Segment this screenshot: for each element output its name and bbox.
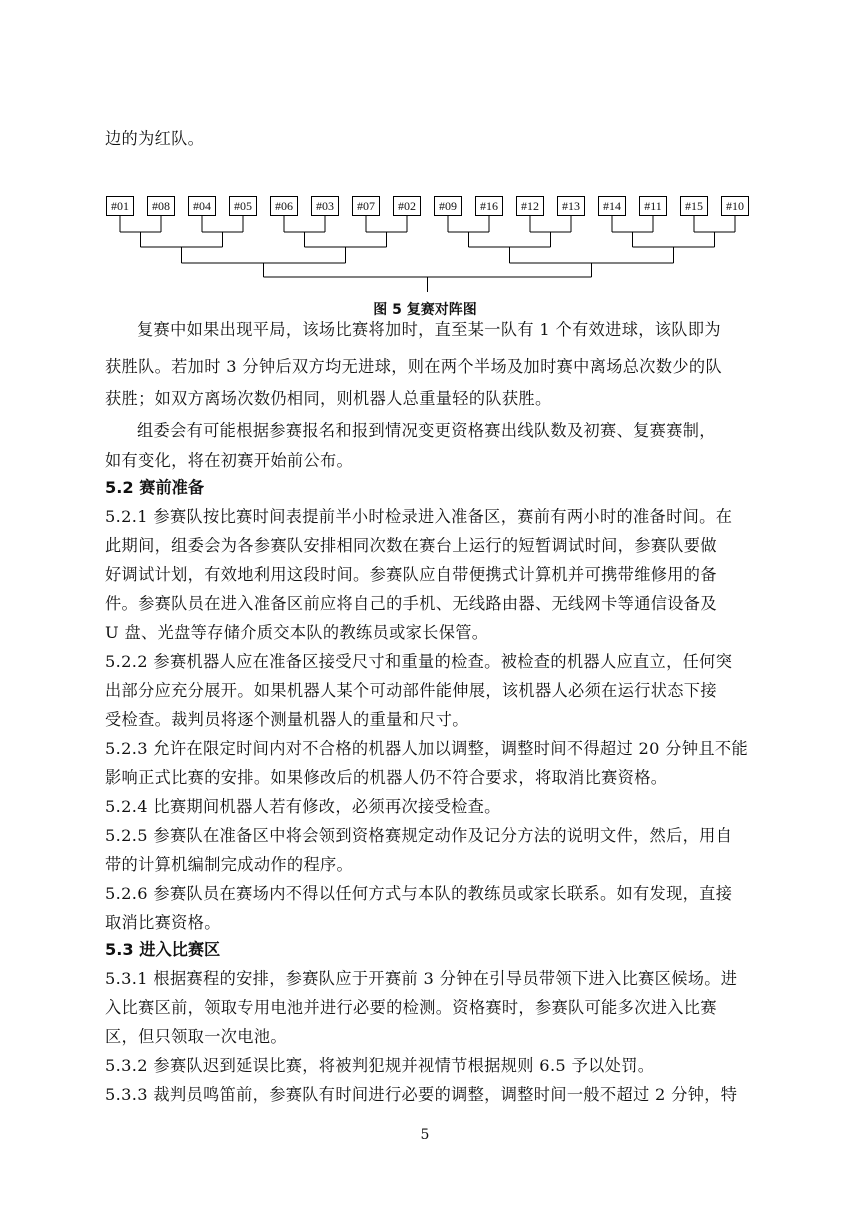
team-box: #12	[516, 196, 544, 216]
paragraph-line: 好调试计划，有效地利用这段时间。参赛队应自带便携式计算机并可携带维修用的备	[105, 565, 717, 584]
team-box: #16	[475, 196, 503, 216]
paragraph-line: 影响正式比赛的安排。如果修改后的机器人仍不符合要求，将取消比赛资格。	[105, 768, 668, 787]
team-box: #15	[680, 196, 708, 216]
paragraph-line: 带的计算机编制完成动作的程序。	[105, 855, 354, 874]
paragraph-line: 如有变化，将在初赛开始前公布。	[105, 451, 354, 470]
team-box: #02	[393, 196, 421, 216]
paragraph-line: 出部分应充分展开。如果机器人某个可动部件能伸展，该机器人必须在运行状态下接	[105, 681, 717, 700]
team-box: #04	[188, 196, 216, 216]
section-heading: 5.2 赛前准备	[105, 478, 205, 497]
paragraph-line: 5.3.3 裁判员鸣笛前，参赛队有时间进行必要的调整，调整时间一般不超过 2 分钟，特	[105, 1085, 738, 1104]
paragraph-line: U 盘、光盘等存储介质交本队的教练员或家长保管。	[105, 623, 489, 642]
intro-text: 边的为红队。	[105, 129, 205, 148]
paragraph-line: 5.2.5 参赛队在准备区中将会领到资格赛规定动作及记分方法的说明文件，然后，用自	[105, 826, 733, 845]
paragraph-line: 此期间，组委会为各参赛队安排相同次数在赛台上运行的短暂调试时间，参赛队要做	[105, 536, 717, 555]
paragraph-line: 取消比赛资格。	[105, 913, 221, 932]
paragraph-line: 5.2.3 允许在限定时间内对不合格的机器人加以调整，调整时间不得超过 20 分钟且不能	[105, 739, 748, 758]
paragraph-line: 获胜；如双方离场次数仍相同，则机器人总重量轻的队获胜。	[105, 389, 552, 408]
paragraph-line: 受检查。裁判员将逐个测量机器人的重量和尺寸。	[105, 710, 469, 729]
paragraph-line: 区，但只领取一次电池。	[105, 1027, 287, 1046]
paragraph-line: 获胜队。若加时 3 分钟后双方均无进球，则在两个半场及加时赛中离场总次数少的队	[105, 357, 722, 376]
page-number: 5	[420, 1127, 430, 1143]
team-box: #14	[598, 196, 626, 216]
team-box: #06	[270, 196, 298, 216]
team-box: #05	[229, 196, 257, 216]
figure-caption: 图 5 复赛对阵图	[373, 302, 477, 318]
team-box: #08	[147, 196, 175, 216]
paragraph-line: 5.2.1 参赛队按比赛时间表提前半小时检录进入准备区，赛前有两小时的准备时间。在	[105, 507, 733, 526]
team-box: #03	[311, 196, 339, 216]
paragraph-line: 复赛中如果出现平局，该场比赛将加时，直至某一队有 1 个有效进球，该队即为	[137, 320, 721, 339]
team-box: #10	[721, 196, 749, 216]
paragraph-line: 组委会有可能根据参赛报名和报到情况变更资格赛出线队数及初赛、复赛赛制，	[137, 421, 716, 440]
team-box: #01	[106, 196, 134, 216]
team-box: #13	[557, 196, 585, 216]
team-box: #11	[639, 196, 667, 216]
section-heading: 5.3 进入比赛区	[105, 940, 221, 959]
team-box: #09	[434, 196, 462, 216]
paragraph-line: 5.3.1 根据赛程的安排，参赛队应于开赛前 3 分钟在引导员带领下进入比赛区候场。进	[105, 969, 738, 988]
paragraph-line: 5.2.6 参赛队员在赛场内不得以任何方式与本队的教练员或家长联系。如有发现，直接	[105, 884, 733, 903]
tournament-bracket	[0, 0, 850, 300]
paragraph-line: 5.2.2 参赛机器人应在准备区接受尺寸和重量的检查。被检查的机器人应直立，任何突	[105, 652, 733, 671]
paragraph-line: 5.2.4 比赛期间机器人若有修改，必须再次接受检查。	[105, 797, 501, 816]
team-box: #07	[352, 196, 380, 216]
paragraph-line: 5.3.2 参赛队迟到延误比赛，将被判犯规并视情节根据规则 6.5 予以处罚。	[105, 1056, 655, 1075]
paragraph-line: 件。参赛队员在进入准备区前应将自己的手机、无线路由器、无线网卡等通信设备及	[105, 594, 717, 613]
paragraph-line: 入比赛区前，领取专用电池并进行必要的检测。资格赛时，参赛队可能多次进入比赛	[105, 998, 717, 1017]
